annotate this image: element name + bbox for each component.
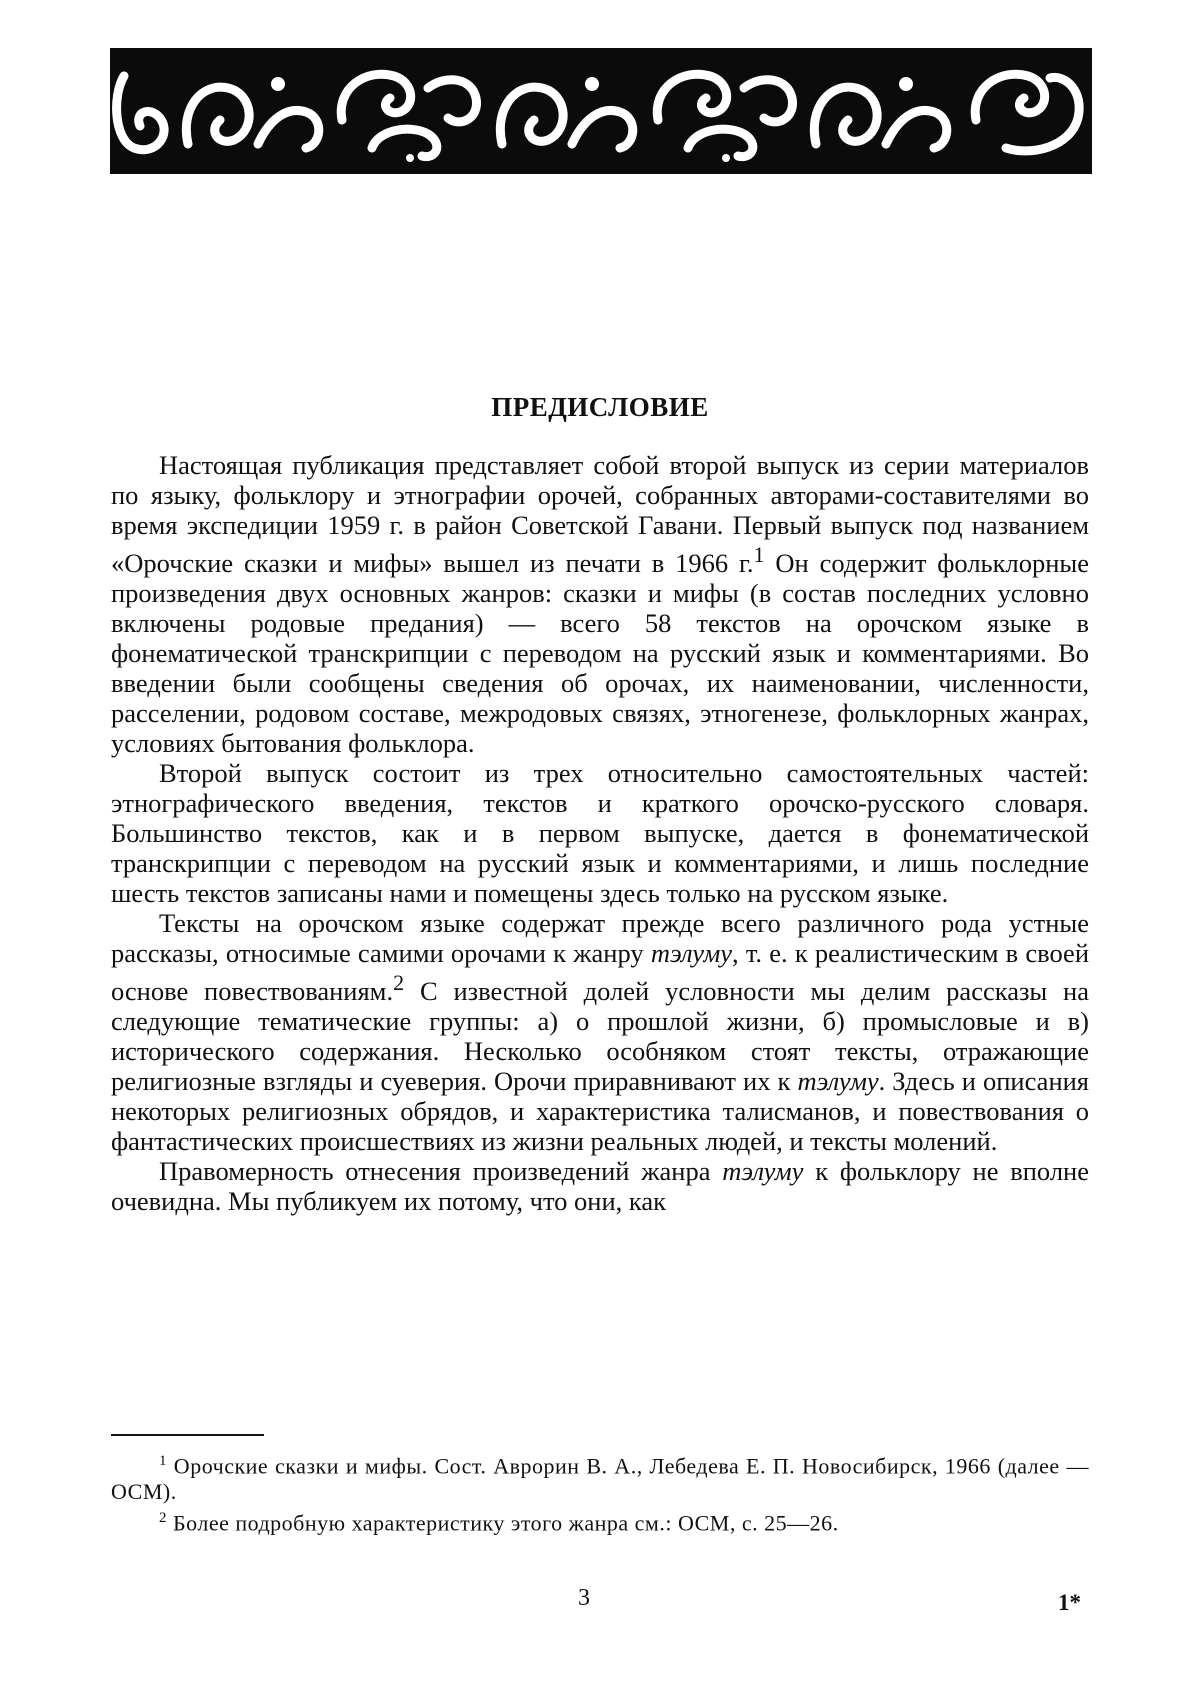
footnote-text: Орочские сказки и мифы. Сост. Аврорин В. А., Лебедева Е. П. Новосибирск, 1966 (далее — ОСМ). [111, 1453, 1089, 1505]
paragraph-text: С известной долей условности мы делим рассказы на следующие тематические группы: а) о прошлой жизни, б) промысловые и в) исторического содержания. Несколько особняком стоят тексты, отражающие религиозные взгляды и суеверия. Орочи приравнивают их к [111, 975, 1089, 1096]
genre-term: тэлуму [797, 1065, 879, 1096]
footnote-mark: 2 [159, 1510, 167, 1527]
paragraph [111, 908, 1089, 1156]
footnote-ref: 1 [753, 542, 765, 567]
footnotes [111, 1448, 1089, 1537]
footnote [111, 1505, 1089, 1536]
footnote-ref: 2 [393, 969, 405, 995]
footnote-divider [111, 1434, 264, 1436]
paragraph-text: Правомерность отнесения произведений жанра [159, 1155, 723, 1186]
paragraph [111, 1156, 1089, 1216]
signature-mark: 1* [1058, 1590, 1081, 1615]
footnote-text: Более подробную характеристику этого жанра см.: ОСМ, с. 25—26. [167, 1510, 839, 1536]
paragraph-text: Тексты на орочском языке содержат прежде всего различного рода устные рассказы, относимые самими орочами к жанру [111, 907, 1089, 968]
paragraph-text: , т. е. к реалистическим в своей основе повествованиям. [111, 937, 1090, 1006]
body-text [111, 450, 1089, 1216]
paragraph-text: . Здесь и описания некоторых религиозных обрядов, и характеристика талисманов, и повествования о фантастических происшествиях из жизни реальных людей, и тексты молений. [111, 1065, 1089, 1156]
paragraph-text: к фольклору не вполне очевидна. Мы публикуем их потому, что они, как [111, 1155, 1090, 1216]
scroll-ornament-band-icon [110, 48, 1092, 174]
genre-term: тэлуму [722, 1155, 804, 1186]
paragraph-text: Он содержит фольклорные произведения двух основных жанров: сказки и мифы (в состав последних условно включены родовые предания) — всего 58 текстов на орочском языке в фонематической транскрипции с переводом на русский язык и комментариями. Во введении были сообщены сведения об орочах, их наименовании, численности, расселении, родовом составе, межродовых связях, этногенезе, фольклорных жанрах, условиях бытования фольклора. [111, 547, 1089, 758]
paragraph: Второй выпуск состоит из трех относительно самостоятельных частей: этнографического введения, текстов и краткого орочско-русского словаря. Большинство текстов, как и в первом выпуске, дается в фонематической транскрипции с переводом на русский язык и комментариями, и лишь последние шесть текстов записаны нами и помещены здесь только на русском языке. [111, 757, 1089, 908]
footnote-mark: 1 [159, 1453, 167, 1469]
genre-term: тэлуму [650, 937, 732, 968]
page-number: 3 [578, 1585, 590, 1611]
paragraph-text: Настоящая публикация представляет собой второй выпуск из серии материалов по языку, фольклору и этнографии орочей, собранных авторами-составителями во время экспедиции 1959 г. в район Советской Гавани. Первый выпуск под названием «Орочские сказки и мифы» вышел из печати в 1966 г. [111, 450, 1089, 578]
footnote [111, 1448, 1089, 1505]
paragraph [111, 450, 1089, 758]
page-title: ПРЕДИСЛОВИЕ [491, 392, 709, 422]
